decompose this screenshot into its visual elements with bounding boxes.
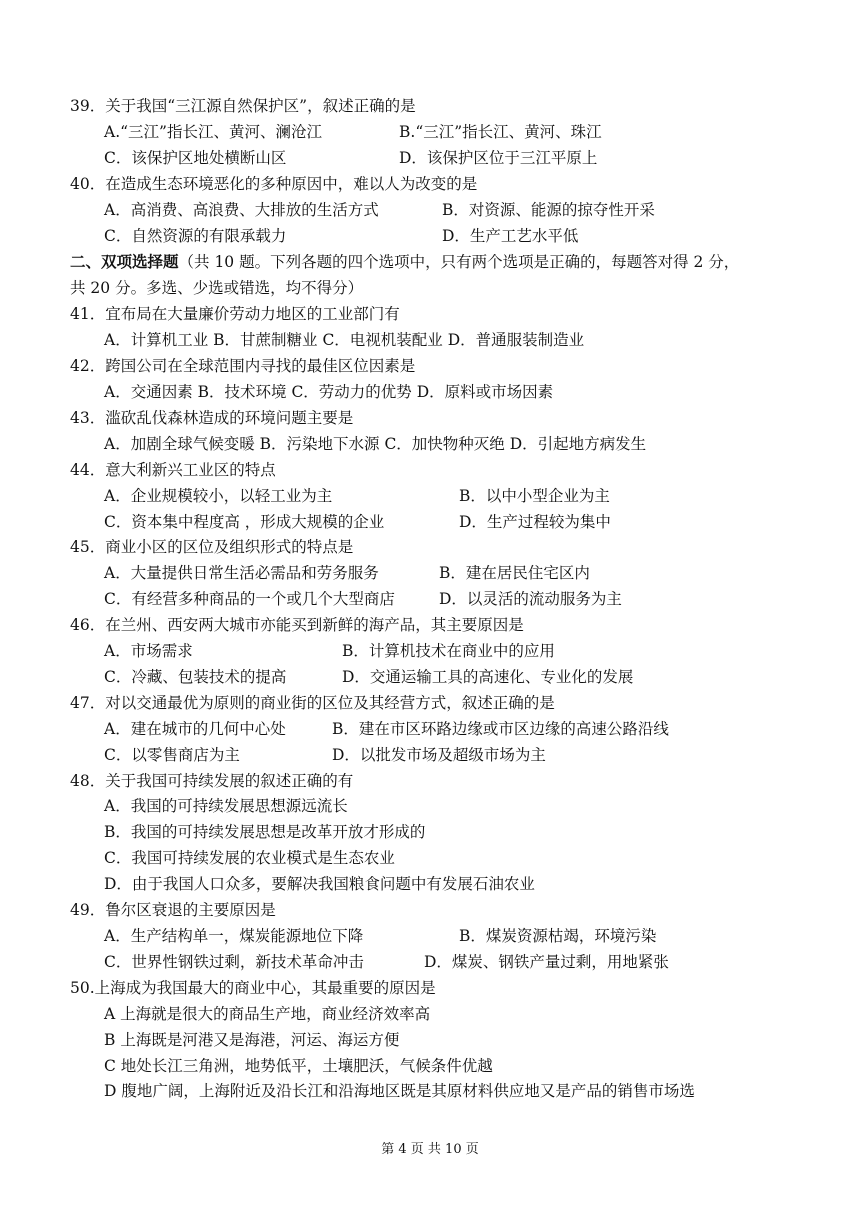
question-39	[70, 94, 800, 172]
question-stem: 40．在造成生态环境恶化的多种原因中，难以人为改变的是	[70, 174, 478, 193]
question-stem: 43．滥砍乱伐森林造成的环境问题主要是	[70, 408, 354, 427]
question-44	[70, 458, 800, 536]
option-row	[70, 587, 800, 613]
question-42	[70, 354, 800, 406]
option-d: D．生产过程较为集中	[459, 512, 611, 531]
option-b: B．煤炭资源枯竭，环境污染	[459, 927, 657, 945]
section-description: （共 10 题。下列各题的四个选项中，只有两个选项是正确的，每题答对得 2 分，	[178, 253, 740, 272]
option-a: A．大量提供日常生活必需品和劳务服务	[104, 564, 379, 583]
option-row	[70, 120, 800, 146]
option-a: A.“三江”指长江、黄河、澜沧江	[104, 122, 322, 141]
section-header	[70, 249, 800, 302]
question-50	[70, 976, 800, 1106]
option-a: A 上海就是很大的商品生产地，商业经济效率高	[104, 1004, 431, 1023]
question-49	[70, 898, 800, 976]
option-b: B．对资源、能源的掠夺性开采	[442, 200, 655, 219]
option-b: B．建在居民住宅区内	[439, 564, 590, 583]
question-stem: 48．关于我国可持续发展的叙述正确的有	[70, 771, 354, 790]
option-row	[70, 484, 800, 510]
option-row	[70, 224, 800, 250]
option-a: A．市场需求	[104, 642, 193, 661]
question-43	[70, 406, 800, 458]
option-row	[70, 665, 800, 691]
question-stem: 50.上海成为我国最大的商业中心，其最重要的原因是	[70, 978, 436, 997]
option-row	[70, 198, 800, 224]
option-d: D．由于我国人口众多，要解决我国粮食问题中有发展石油农业	[104, 875, 535, 894]
option-b: B．以中小型企业为主	[459, 486, 610, 505]
option-a: A．我国的可持续发展思想源远流长	[104, 797, 348, 816]
option-d: D．生产工艺水平低	[442, 226, 579, 245]
option-row	[70, 950, 800, 976]
option-row	[70, 639, 800, 665]
option-row	[70, 510, 800, 536]
question-stem: 45．商业小区的区位及组织形式的特点是	[70, 538, 354, 557]
option-c: C．世界性钢铁过剩，新技术革命冲击	[104, 952, 364, 971]
option-b: B.“三江”指长江、黄河、珠江	[399, 122, 602, 141]
option-c: C．该保护区地处横断山区	[104, 148, 287, 167]
question-46	[70, 613, 800, 691]
question-stem: 47．对以交通最优为原则的商业街的区位及其经营方式，叙述正确的是	[70, 693, 555, 712]
question-stem: 46．在兰州、西安两大城市亦能买到新鲜的海产品，其主要原因是	[70, 616, 524, 635]
option-a: A．生产结构单一，煤炭能源地位下降	[104, 927, 364, 945]
question-48	[70, 769, 800, 899]
option-d: D 腹地广阔，上海附近及沿长江和沿海地区既是其原材料供应地又是产品的销售市场选	[104, 1082, 695, 1101]
question-stem: 42．跨国公司在全球范围内寻找的最佳区位因素是	[70, 357, 416, 376]
option-a: A．企业规模较小，以轻工业为主	[104, 486, 333, 505]
question-47	[70, 691, 800, 769]
option-b: B 上海既是河港又是海港，河运、海运方便	[104, 1030, 400, 1049]
option-c: C 地处长江三角洲，地势低平，土壤肥沃，气候条件优越	[104, 1056, 493, 1075]
option-row	[70, 924, 800, 950]
option-c: C．自然资源的有限承载力	[104, 226, 287, 245]
option-d: D．以批发市场及超级市场为主	[332, 745, 546, 764]
option-d: D．以灵活的流动服务为主	[439, 590, 622, 609]
page-footer: 第 4 页 共 10 页	[381, 1142, 479, 1157]
option-d: D．该保护区位于三江平原上	[399, 148, 598, 167]
option-b: B．建在市区环路边缘或市区边缘的高速公路沿线	[332, 719, 669, 738]
section-title: 二、双项选择题	[70, 252, 179, 272]
option-d: D．煤炭、钢铁产量过剩，用地紧张	[424, 952, 669, 971]
question-45	[70, 535, 800, 613]
option-c: C．冷藏、包装技术的提高	[104, 667, 287, 686]
question-stem: 49．鲁尔区衰退的主要原因是	[70, 901, 276, 920]
exam-content	[70, 94, 800, 1105]
question-stem: 44．意大利新兴工业区的特点	[70, 460, 276, 479]
option-line: A．计算机工业 B．甘蔗制糖业 C．电视机装配业 D．普通服装制造业	[104, 331, 585, 350]
option-row	[70, 146, 800, 172]
option-a: A．高消费、高浪费、大排放的生活方式	[104, 200, 379, 219]
option-row	[70, 561, 800, 587]
option-a: A．建在城市的几何中心处	[104, 719, 286, 738]
option-b: B．计算机技术在商业中的应用	[342, 642, 555, 661]
option-row	[70, 717, 800, 743]
question-41	[70, 302, 800, 354]
option-c: C．以零售商店为主	[104, 745, 240, 764]
question-stem: 41．宜布局在大量廉价劳动力地区的工业部门有	[70, 305, 400, 324]
option-c: C．资本集中程度高 ，形成大规模的企业	[104, 512, 385, 531]
option-row	[70, 743, 800, 769]
section-description-cont: 共 20 分。多选、少选或错选，均不得分）	[70, 279, 364, 298]
option-c: C．我国可持续发展的农业模式是生态农业	[104, 849, 395, 868]
question-stem: 39．关于我国“三江源自然保护区”，叙述正确的是	[70, 97, 416, 115]
option-line: A．交通因素 B．技术环境 C．劳动力的优势 D．原料或市场因素	[104, 382, 554, 401]
option-line: A．加剧全球气候变暖 B．污染地下水源 C．加快物种灭绝 D．引起地方病发生	[104, 434, 647, 453]
option-b: B．我国的可持续发展思想是改革开放才形成的	[104, 823, 426, 842]
option-d: D．交通运输工具的高速化、专业化的发展	[342, 667, 634, 686]
option-c: C．有经营多种商品的一个或几个大型商店	[104, 590, 395, 609]
question-40	[70, 172, 800, 250]
